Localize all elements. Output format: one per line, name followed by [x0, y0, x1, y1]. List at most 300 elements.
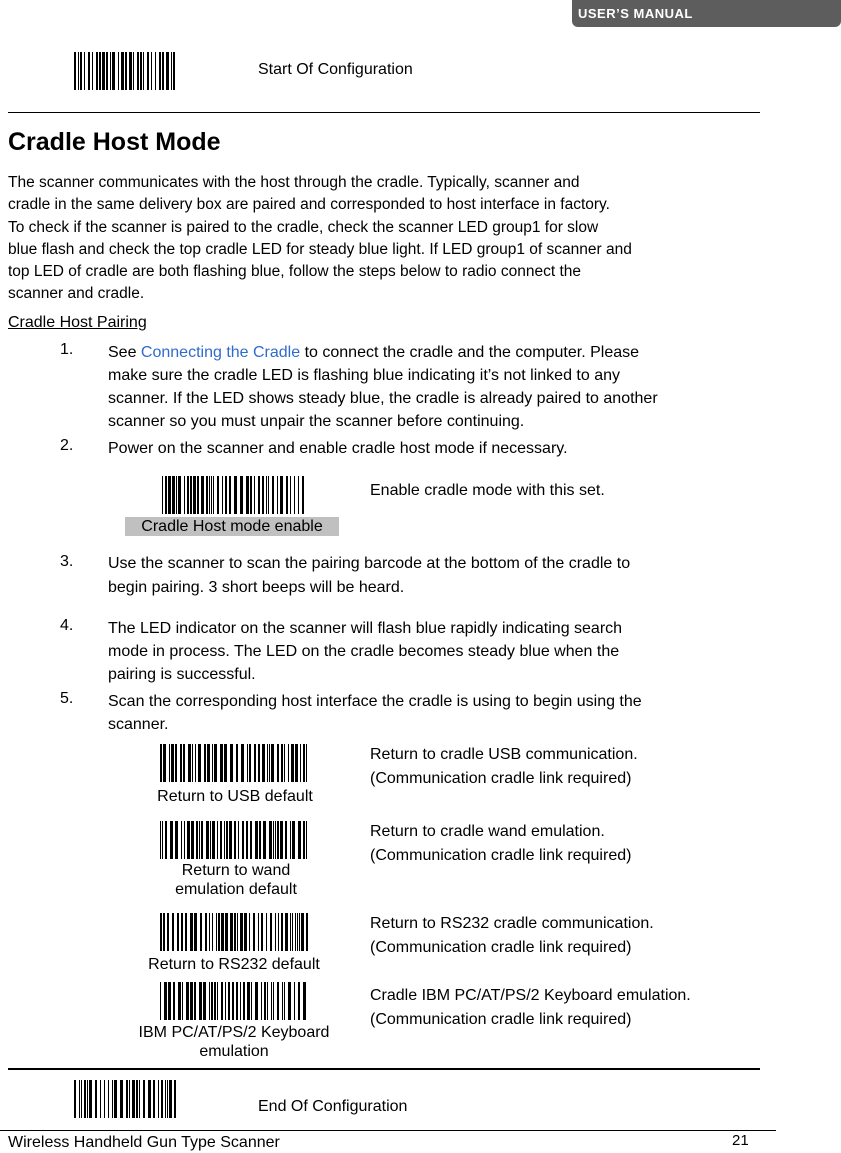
barcode-bar: [88, 52, 90, 90]
barcode-bar: [253, 913, 255, 951]
barcode-bar: [303, 982, 306, 1020]
barcode-bar: [269, 744, 270, 782]
usb-desc-line2: (Communication cradle link required): [370, 770, 632, 787]
barcode-bar: [99, 52, 101, 90]
step5-number: 5.: [60, 690, 74, 707]
barcode-bar: [87, 1080, 88, 1118]
barcode-bar: [100, 1080, 101, 1118]
barcode-bar: [170, 821, 173, 859]
barcode-bar: [213, 476, 214, 514]
barcode-bar: [206, 821, 209, 859]
barcode-bar: [224, 744, 227, 782]
usb-desc-line1: Return to cradle USB communication.: [370, 746, 638, 763]
barcode-bar: [285, 821, 287, 859]
barcode-bar: [210, 821, 211, 859]
barcode-bar: [290, 913, 291, 951]
barcode-bar: [169, 1080, 172, 1118]
barcode-bar: [222, 476, 223, 514]
barcode-bar: [171, 52, 172, 90]
start-config-label: Start Of Configuration: [258, 61, 413, 78]
barcode-bar: [200, 913, 202, 951]
barcode-bar: [277, 744, 279, 782]
barcode-bar: [194, 913, 197, 951]
barcode-bar: [217, 982, 218, 1020]
barcode-bar: [161, 1080, 163, 1118]
footer-divider: [0, 1130, 776, 1131]
barcode-bar: [187, 476, 189, 514]
step3-line2: begin pairing. 3 short beeps will be heard.: [108, 579, 405, 596]
barcode-bar: [220, 744, 223, 782]
barcode-bar: [84, 52, 85, 90]
barcode-bar: [147, 52, 149, 90]
barcode-bar: [79, 1080, 80, 1118]
wand-default-barcode: [160, 821, 308, 859]
usb-default-caption: Return to USB default: [157, 788, 313, 805]
manual-label: USER’S MANUAL: [578, 6, 693, 21]
barcode-bar: [272, 476, 274, 514]
barcode-bar: [102, 52, 105, 90]
barcode-bar: [263, 821, 266, 859]
barcode-bar: [295, 744, 298, 782]
barcode-bar: [206, 476, 208, 514]
barcode-bar: [299, 913, 300, 951]
barcode-bar: [126, 1080, 128, 1118]
barcode-bar: [137, 52, 139, 90]
barcode-bar: [96, 52, 98, 90]
barcode-bar: [199, 982, 202, 1020]
intro-line: The scanner communicates with the host through the cradle. Typically, scanner and: [8, 174, 580, 191]
barcode-bar: [273, 982, 274, 1020]
step2-number: 2.: [60, 437, 74, 454]
top-divider: [8, 112, 760, 113]
barcode-bar: [249, 913, 250, 951]
pairing-title: Cradle Host Pairing: [8, 314, 147, 331]
barcode-bar: [262, 744, 265, 782]
barcode-bar: [209, 476, 210, 514]
barcode-bar: [162, 52, 164, 90]
barcode-bar: [191, 821, 194, 859]
barcode-bar: [132, 1080, 135, 1118]
barcode-bar: [160, 982, 161, 1020]
barcode-bar: [173, 52, 175, 90]
barcode-bar: [199, 821, 200, 859]
barcode-bar: [234, 913, 236, 951]
barcode-bar: [209, 913, 210, 951]
barcode-bar: [254, 744, 256, 782]
barcode-bar: [258, 744, 260, 782]
barcode-bar: [277, 476, 278, 514]
step3-text: [108, 552, 758, 600]
barcode-bar: [246, 821, 248, 859]
barcode-bar: [172, 476, 175, 514]
barcode-bar: [243, 982, 245, 1020]
barcode-bar: [95, 1080, 97, 1118]
barcode-bar: [159, 52, 161, 90]
barcode-bar: [290, 821, 291, 859]
barcode-bar: [178, 476, 181, 514]
barcode-bar: [301, 913, 304, 951]
section-title: Cradle Host Mode: [8, 128, 221, 156]
barcode-bar: [188, 744, 191, 782]
barcode-bar: [166, 52, 169, 90]
barcode-bar: [292, 821, 295, 859]
connecting-cradle-link[interactable]: Connecting the Cradle: [140, 344, 301, 361]
barcode-bar: [267, 744, 268, 782]
barcode-bar: [155, 52, 156, 90]
barcode-bar: [176, 476, 177, 514]
barcode-bar: [175, 821, 178, 859]
barcode-bar: [187, 821, 190, 859]
barcode-bar: [271, 744, 274, 782]
barcode-bar: [182, 982, 183, 1020]
ibm-keyboard-barcode: [160, 982, 308, 1020]
barcode-bar: [175, 744, 177, 782]
barcode-bar: [228, 982, 230, 1020]
barcode-bar: [297, 913, 298, 951]
barcode-bar: [168, 476, 171, 514]
barcode-bar: [211, 982, 213, 1020]
barcode-bar: [163, 744, 166, 782]
barcode-bar: [259, 821, 261, 859]
wand-desc-line2: (Communication cradle link required): [370, 847, 632, 864]
step4-line2: mode in process. The LED on the cradle becomes steady blue when the: [108, 643, 620, 660]
barcode-bar: [306, 744, 307, 782]
barcode-bar: [211, 476, 212, 514]
barcode-bar: [269, 821, 272, 859]
barcode-bar: [217, 476, 219, 514]
barcode-bar: [140, 52, 142, 90]
barcode-bar: [110, 52, 111, 90]
barcode-bar: [281, 744, 283, 782]
barcode-bar: [139, 1080, 140, 1118]
barcode-bar: [220, 821, 222, 859]
barcode-bar: [294, 476, 295, 514]
barcode-bar: [80, 52, 82, 90]
barcode-bar: [158, 1080, 159, 1118]
intro-line: cradle in the same delivery box are paired and corresponded to host interface in factory.: [8, 196, 610, 214]
barcode-bar: [240, 982, 241, 1020]
barcode-bar: [226, 821, 228, 859]
barcode-bar: [298, 982, 300, 1020]
barcode-bar: [282, 982, 283, 1020]
barcode-bar: [165, 821, 167, 859]
step2-text: Power on the scanner and enable cradle host mode if necessary.: [108, 440, 568, 457]
barcode-bar: [201, 821, 203, 859]
barcode-bar: [244, 913, 247, 951]
barcode-bar: [288, 744, 289, 782]
barcode-bar: [241, 744, 244, 782]
barcode-bar: [255, 821, 258, 859]
barcode-bar: [251, 982, 252, 1020]
barcode-bar: [273, 821, 274, 859]
barcode-bar: [298, 476, 299, 514]
step4-line3: pairing is successful.: [108, 666, 256, 683]
barcode-bar: [278, 913, 279, 951]
barcode-bar: [275, 821, 276, 859]
barcode-bar: [250, 821, 252, 859]
end-config-label: End Of Configuration: [258, 1098, 408, 1115]
barcode-bar: [205, 913, 207, 951]
step5-text: [108, 690, 758, 736]
end-config-barcode: [74, 1080, 176, 1118]
barcode-bar: [78, 52, 79, 90]
barcode-bar: [204, 744, 206, 782]
barcode-bar: [153, 1080, 155, 1118]
barcode-bar: [196, 821, 198, 859]
barcode-bar: [177, 913, 179, 951]
barcode-bar: [237, 913, 238, 951]
barcode-bar: [224, 821, 225, 859]
step4-line1: The LED indicator on the scanner will flash blue rapidly indicating search: [108, 620, 623, 637]
barcode-bar: [133, 52, 134, 90]
intro-line: top LED of cradle are both flashing blue, follow the steps below to radio connect the: [8, 263, 581, 281]
barcode-bar: [262, 476, 264, 514]
step1-text: [108, 341, 758, 433]
barcode-bar: [229, 476, 231, 514]
barcode-bar: [143, 52, 144, 90]
ibm-keyboard-description: [370, 984, 691, 1032]
usb-default-description: [370, 743, 638, 791]
barcode-bar: [197, 476, 199, 514]
step4-number: 4.: [60, 617, 74, 634]
barcode-bar: [268, 476, 269, 514]
step1-line3: scanner. If the LED shows steady blue, the cradle is already paired to another: [108, 390, 658, 407]
barcode-bar: [81, 1080, 82, 1118]
step4-text: [108, 617, 758, 686]
barcode-bar: [201, 476, 204, 514]
barcode-bar: [129, 52, 132, 90]
barcode-bar: [230, 744, 233, 782]
barcode-bar: [190, 476, 192, 514]
barcode-bar: [195, 744, 196, 782]
step1-line1-rest: to connect the cradle and the computer. Please: [300, 344, 640, 361]
barcode-bar: [160, 913, 162, 951]
barcode-bar: [217, 821, 218, 859]
barcode-bar: [185, 913, 187, 951]
step5-line1: Scan the corresponding host interface the cradle is using to begin using the: [108, 693, 642, 710]
barcode-bar: [214, 744, 217, 782]
step1-prefix: See: [108, 344, 141, 361]
barcode-bar: [281, 913, 283, 951]
barcode-bar: [184, 821, 185, 859]
barcode-bar: [286, 476, 288, 514]
barcode-bar: [277, 982, 279, 1020]
barcode-bar: [118, 52, 119, 90]
ibm-desc-line2: (Communication cradle link required): [370, 1011, 632, 1028]
manual-header-tab: [572, 0, 841, 27]
bottom-divider: [8, 1068, 760, 1070]
rs232-default-caption: Return to RS232 default: [148, 956, 320, 973]
rs232-default-barcode: [160, 913, 308, 951]
barcode-bar: [264, 982, 266, 1020]
barcode-bar: [250, 476, 252, 514]
barcode-bar: [84, 1080, 86, 1118]
barcode-bar: [306, 821, 307, 859]
barcode-bar: [164, 982, 167, 1020]
step3-number: 3.: [60, 553, 74, 570]
barcode-bar: [180, 744, 182, 782]
barcode-bar: [232, 982, 234, 1020]
start-config-barcode: [74, 52, 176, 90]
barcode-bar: [280, 821, 283, 859]
intro-line-last: scanner and cradle.: [8, 285, 145, 303]
barcode-bar: [198, 744, 201, 782]
barcode-bar: [230, 913, 233, 951]
barcode-bar: [258, 913, 259, 951]
barcode-bar: [298, 821, 301, 859]
barcode-bar: [290, 476, 291, 514]
barcode-bar: [236, 982, 238, 1020]
barcode-bar: [242, 821, 244, 859]
barcode-bar: [218, 913, 220, 951]
barcode-bar: [162, 821, 163, 859]
barcode-bar: [225, 476, 227, 514]
wand-default-caption: Return to wand emulation default: [175, 862, 297, 898]
intro-line: blue flash and check the top cradle LED for steady blue light. If LED group1 of scanner and: [8, 240, 632, 258]
barcode-bar: [277, 821, 279, 859]
barcode-bar: [207, 744, 210, 782]
barcode-bar: [212, 913, 213, 951]
barcode-bar: [238, 821, 239, 859]
barcode-bar: [288, 982, 291, 1020]
barcode-bar: [267, 982, 268, 1020]
barcode-bar: [169, 744, 170, 782]
barcode-bar: [212, 821, 215, 859]
barcode-bar: [165, 476, 167, 514]
rs232-default-description: [370, 912, 654, 960]
barcode-bar: [108, 1080, 109, 1118]
barcode-bar: [92, 52, 93, 90]
barcode-bar: [258, 476, 260, 514]
barcode-bar: [181, 913, 183, 951]
ibm-desc-line1: Cradle IBM PC/AT/PS/2 Keyboard emulation.: [370, 987, 691, 1004]
barcode-bar: [302, 476, 304, 514]
barcode-bar: [295, 913, 296, 951]
barcode-bar: [270, 913, 272, 951]
barcode-bar: [162, 476, 163, 514]
barcode-bar: [266, 476, 267, 514]
barcode-bar: [173, 982, 175, 1020]
barcode-bar: [266, 913, 267, 951]
ibm-keyboard-caption: IBM PC/AT/PS/2 Keyboard emulation: [138, 1024, 330, 1060]
barcode-bar: [271, 982, 272, 1020]
barcode-bar: [247, 982, 250, 1020]
barcode-bar: [255, 982, 258, 1020]
step1-line4: scanner so you must unpair the scanner before continuing.: [108, 413, 525, 430]
barcode-bar: [172, 913, 174, 951]
barcode-bar: [178, 982, 181, 1020]
barcode-bar: [291, 744, 294, 782]
barcode-bar: [136, 1080, 138, 1118]
barcode-bar: [171, 744, 174, 782]
barcode-bar: [167, 913, 169, 951]
barcode-bar: [174, 1080, 176, 1118]
barcode-bar: [234, 476, 237, 514]
barcode-bar: [193, 476, 196, 514]
step1-number: 1.: [60, 341, 74, 358]
barcode-bar: [292, 913, 293, 951]
barcode-bar: [143, 1080, 145, 1118]
barcode-bar: [229, 821, 232, 859]
barcode-bar: [247, 744, 248, 782]
barcode-bar: [212, 744, 213, 782]
cradle-host-enable-caption: Cradle Host mode enable: [125, 517, 339, 536]
barcode-bar: [151, 52, 152, 90]
page-number: 21: [732, 1132, 749, 1149]
barcode-bar: [214, 982, 216, 1020]
barcode-bar: [192, 744, 193, 782]
barcode-bar: [203, 982, 206, 1020]
barcode-bar: [284, 982, 285, 1020]
barcode-bar: [294, 982, 295, 1020]
barcode-bar: [184, 476, 185, 514]
rs232-desc-line2: (Communication cradle link required): [370, 939, 632, 956]
barcode-bar: [183, 744, 185, 782]
barcode-bar: [190, 913, 193, 951]
barcode-bar: [120, 1080, 123, 1118]
usb-default-barcode: [160, 744, 308, 782]
barcode-bar: [303, 744, 305, 782]
barcode-bar: [240, 913, 243, 951]
barcode-bar: [280, 476, 283, 514]
cradle-host-enable-description: Enable cradle mode with this set.: [370, 482, 605, 499]
barcode-bar: [240, 476, 243, 514]
barcode-bar: [148, 1080, 151, 1118]
barcode-bar: [284, 744, 285, 782]
barcode-bar: [216, 913, 217, 951]
step3-line1: Use the scanner to scan the pairing barcode at the bottom of the cradle to: [108, 555, 631, 572]
wand-desc-line1: Return to cradle wand emulation.: [370, 823, 605, 840]
barcode-bar: [160, 821, 161, 859]
footer-product-name: Wireless Handheld Gun Type Scanner: [8, 1134, 280, 1151]
barcode-bar: [112, 52, 115, 90]
step5-line2: scanner.: [108, 716, 169, 733]
barcode-bar: [306, 913, 308, 951]
intro-paragraph: [8, 172, 766, 306]
step1-line2: make sure the cradle LED is flashing blue indicating it’s not linked to any: [108, 367, 620, 384]
rs232-desc-line1: Return to RS232 cradle communication.: [370, 915, 654, 932]
barcode-bar: [236, 744, 238, 782]
barcode-bar: [165, 1080, 166, 1118]
barcode-bar: [125, 52, 127, 90]
wand-default-description: [370, 820, 631, 868]
barcode-bar: [275, 913, 276, 951]
intro-line: To check if the scanner is paired to the cradle, check the scanner LED group1 for slow: [8, 218, 599, 236]
barcode-bar: [254, 476, 255, 514]
barcode-bar: [261, 913, 263, 951]
barcode-bar: [163, 913, 165, 951]
barcode-bar: [160, 744, 162, 782]
barcode-bar: [194, 982, 196, 1020]
barcode-bar: [181, 821, 182, 859]
barcode-bar: [261, 982, 262, 1020]
barcode-bar: [221, 982, 223, 1020]
barcode-bar: [121, 52, 124, 90]
barcode-bar: [186, 982, 189, 1020]
barcode-bar: [300, 744, 301, 782]
barcode-bar: [89, 1080, 92, 1118]
barcode-bar: [221, 913, 224, 951]
barcode-bar: [74, 1080, 76, 1118]
barcode-bar: [129, 1080, 130, 1118]
barcode-bar: [112, 1080, 113, 1118]
barcode-bar: [190, 982, 193, 1020]
barcode-bar: [114, 1080, 117, 1118]
barcode-bar: [303, 821, 305, 859]
barcode-bar: [168, 982, 171, 1020]
barcode-bar: [285, 913, 288, 951]
barcode-bar: [234, 821, 236, 859]
